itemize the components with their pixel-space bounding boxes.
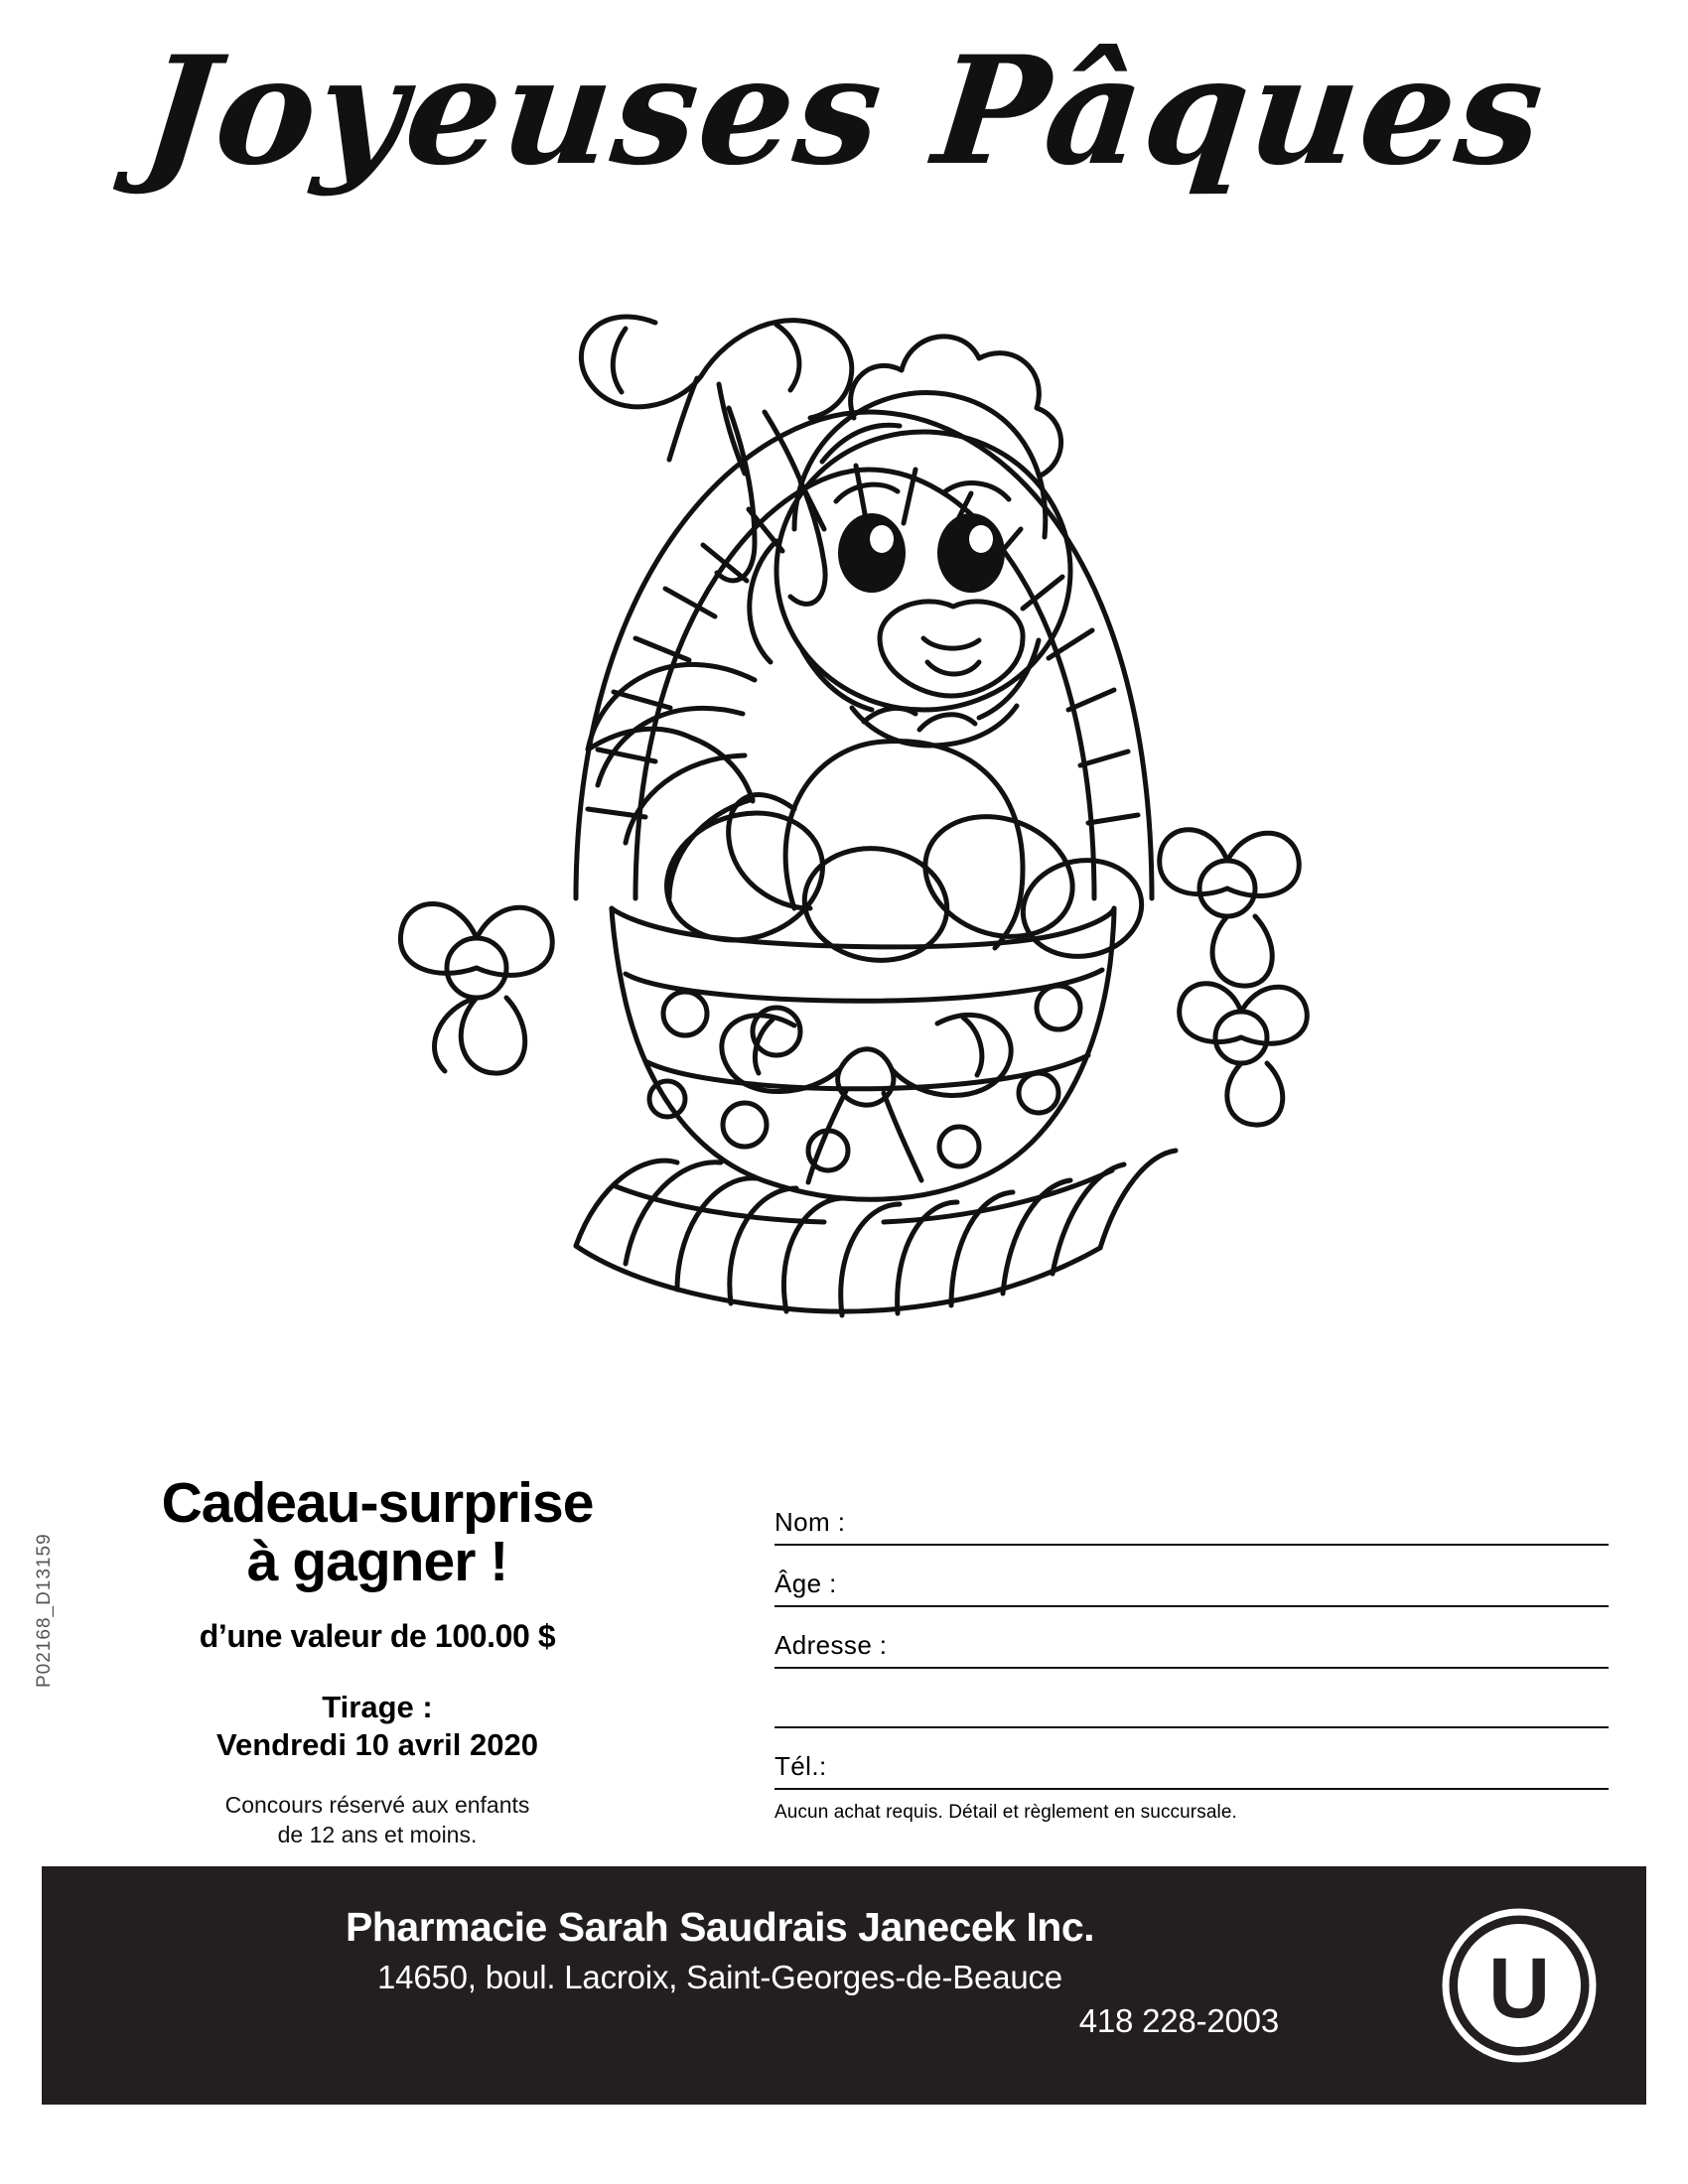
footer-text-block <box>42 1904 1398 2040</box>
draw-date: Vendredi 10 avril 2020 <box>216 1727 538 1763</box>
promo-value: d’une valeur de 100.00 $ <box>199 1617 556 1654</box>
field-age[interactable] <box>774 1546 1609 1607</box>
svg-text:U: U <box>1487 1941 1551 2036</box>
entry-form <box>774 1484 1609 1824</box>
footer-bar <box>42 1866 1646 2105</box>
pharmacy-phone: 418 228-2003 <box>1078 2002 1279 2039</box>
easter-basket-illustration <box>328 213 1370 1434</box>
promo-headline-line1: Cadeau-surprise <box>161 1471 594 1535</box>
draw-label: Tirage : <box>322 1689 433 1724</box>
field-adresse-label: Adresse : <box>774 1630 888 1660</box>
field-adresse-line2[interactable] <box>774 1669 1609 1728</box>
pharmacy-name: Pharmacie Sarah Saudrais Janecek Inc. <box>345 1904 1095 1950</box>
field-adresse[interactable] <box>774 1607 1609 1669</box>
pharmacy-address: 14650, boul. Lacroix, Saint-Georges-de-Beauce <box>377 1959 1062 1995</box>
page-title: Joyeuses Pâques <box>135 24 1553 199</box>
field-age-label: Âge : <box>774 1569 837 1598</box>
uniprix-logo-icon <box>1440 1906 1599 2065</box>
field-tel-rule[interactable] <box>774 1788 1609 1790</box>
field-tel[interactable] <box>774 1728 1609 1790</box>
field-nom-label: Nom : <box>774 1507 846 1537</box>
field-tel-label: Tél.: <box>774 1751 827 1781</box>
promo-block <box>99 1471 655 1850</box>
field-nom[interactable] <box>774 1484 1609 1546</box>
form-disclaimer: Aucun achat requis. Détail et règlement en succursale. <box>774 1802 1237 1823</box>
fineprint-line1: Concours réservé aux enfants <box>224 1792 530 1819</box>
promo-headline-line2: à gagner ! <box>246 1530 508 1594</box>
fineprint-line2: de 12 ans et moins. <box>277 1821 478 1847</box>
print-code: P02168_D13159 <box>34 1533 55 1688</box>
